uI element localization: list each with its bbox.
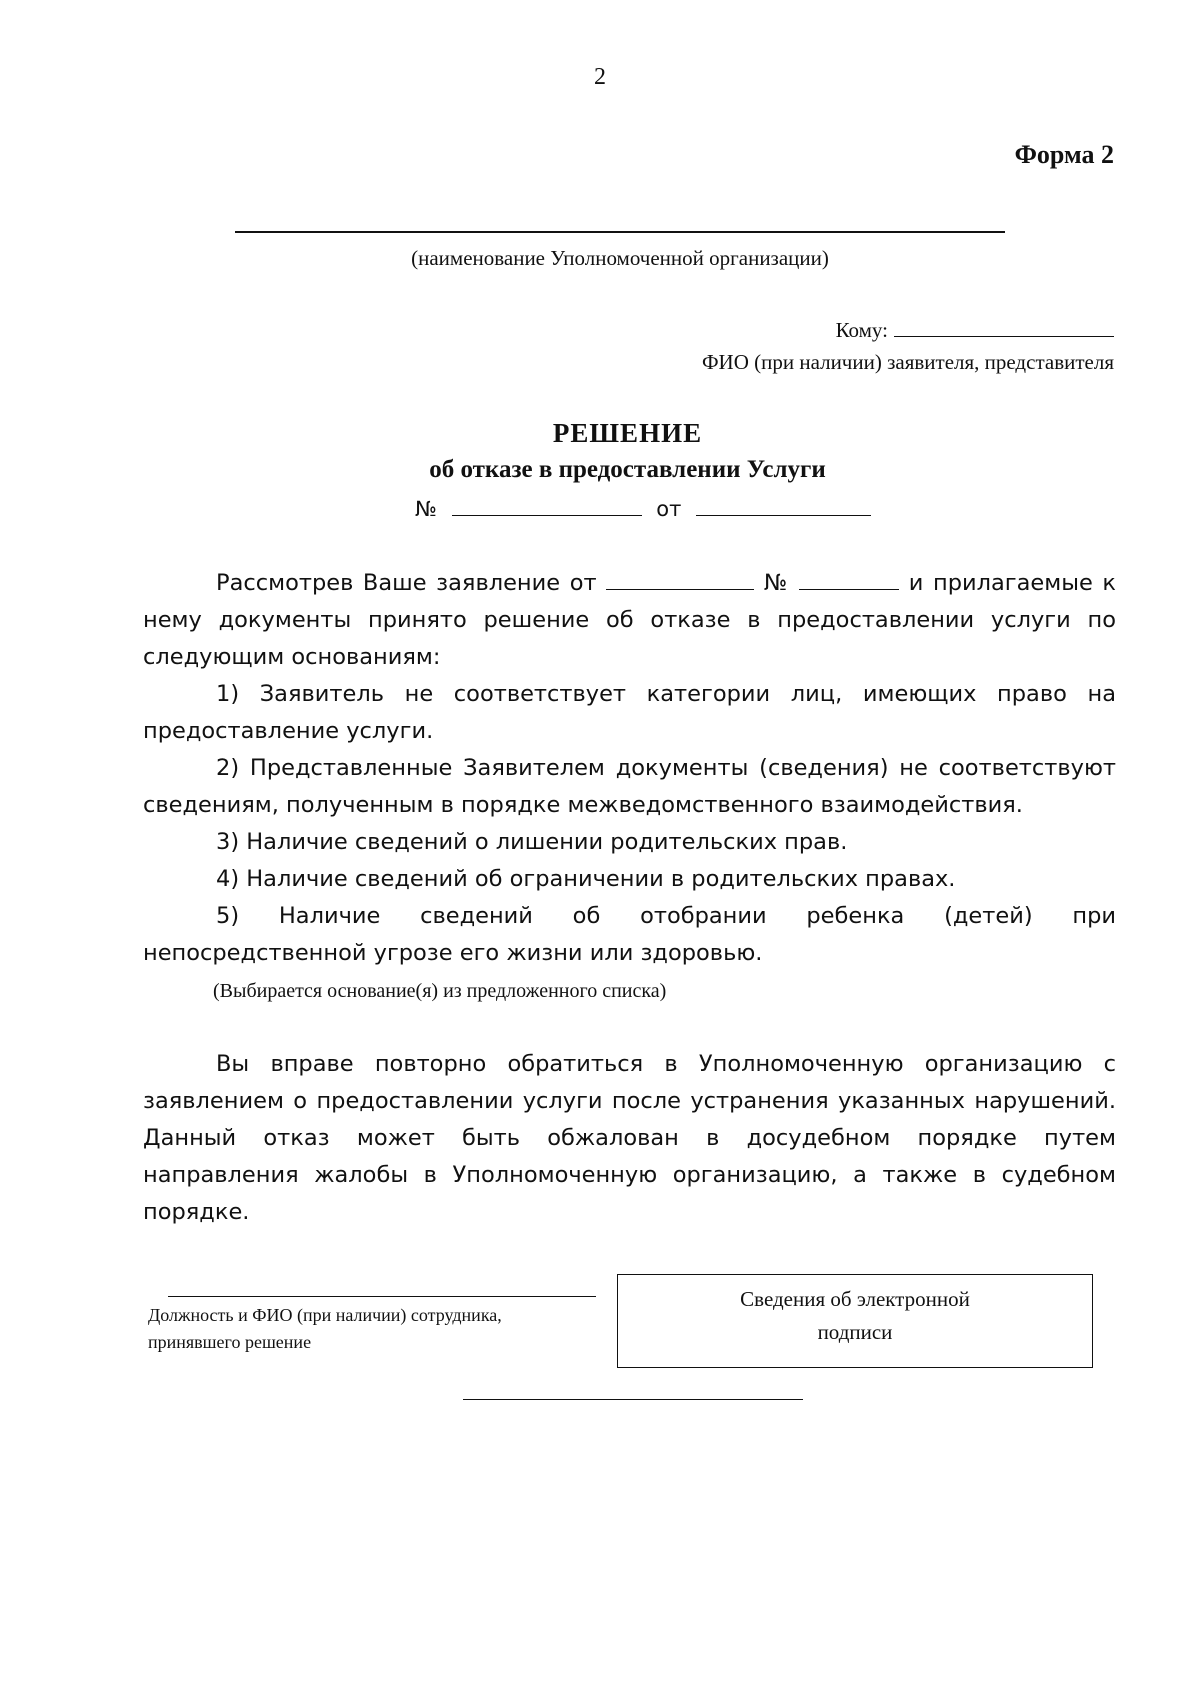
signature-caption-line1: Должность и ФИО (при наличии) сотрудника, bbox=[148, 1305, 502, 1325]
signature-line bbox=[168, 1296, 596, 1297]
esig-text bbox=[618, 1283, 1092, 1349]
reason-item: 3) Наличие сведений о лишении родительских прав. bbox=[216, 829, 848, 855]
recipient-row bbox=[836, 316, 1114, 343]
bottom-divider bbox=[463, 1399, 803, 1400]
electronic-signature-box bbox=[617, 1274, 1093, 1368]
recipient-line bbox=[894, 316, 1114, 337]
intro-part3: и прилагаемые к нему документы принято решение об отказе в предоставлении услуги по следующим основаниям: bbox=[143, 570, 1117, 670]
reason-item: 1) Заявитель не соответствует категории лиц, имеющих право на предоставление услуги. bbox=[143, 681, 1116, 744]
intro-part2: № bbox=[763, 570, 790, 596]
reason-item: 4) Наличие сведений об ограничении в родительских правах. bbox=[216, 866, 956, 892]
date-line bbox=[696, 495, 871, 516]
selection-note: (Выбирается основание(я) из предложенного списка) bbox=[213, 980, 667, 1002]
document-subtitle: об отказе в предоставлении Услуги bbox=[429, 456, 826, 483]
intro-paragraph bbox=[143, 565, 1116, 676]
form-label: Форма 2 bbox=[1014, 140, 1114, 169]
application-number-line bbox=[799, 569, 899, 590]
fio-caption: ФИО (при наличии) заявителя, представителя bbox=[701, 350, 1114, 374]
date-from-label: от bbox=[656, 497, 682, 521]
signature-caption-line2: принявшего решение bbox=[148, 1332, 312, 1352]
document-title: РЕШЕНИЕ bbox=[552, 418, 703, 448]
decision-body bbox=[143, 565, 1116, 972]
page-number: 2 bbox=[594, 64, 606, 90]
esig-line1: Сведения об электронной bbox=[740, 1287, 970, 1311]
number-date-row bbox=[415, 495, 871, 521]
closing-text: Вы вправе повторно обратиться в Уполномоченную организацию с заявлением о предоставлении услуги после устранения указанных нарушений. Данный отказ может быть обжалован в досудебном порядке путем направления жалобы в Уполномоченную организацию, а также в судебном порядке. bbox=[143, 1051, 1116, 1225]
number-line bbox=[452, 495, 642, 516]
intro-part1: Рассмотрев Ваше заявление от bbox=[216, 570, 597, 596]
closing-paragraph bbox=[143, 1046, 1116, 1231]
reason-item: 5) Наличие сведений об отобрании ребенка (детей) при непосредственной угрозе его жизни или здоровью. bbox=[143, 903, 1116, 966]
esig-line2: подписи bbox=[817, 1320, 893, 1344]
signature-caption bbox=[148, 1302, 502, 1356]
org-name-line bbox=[235, 231, 1005, 233]
application-date-line bbox=[606, 569, 754, 590]
org-caption: (наименование Уполномоченной организации) bbox=[411, 246, 829, 270]
to-label: Кому: bbox=[835, 318, 888, 342]
reason-item: 2) Представленные Заявителем документы (сведения) не соответствуют сведениям, полученным в порядке межведомственного взаимодействия. bbox=[143, 755, 1116, 818]
number-sign: № bbox=[415, 497, 437, 521]
